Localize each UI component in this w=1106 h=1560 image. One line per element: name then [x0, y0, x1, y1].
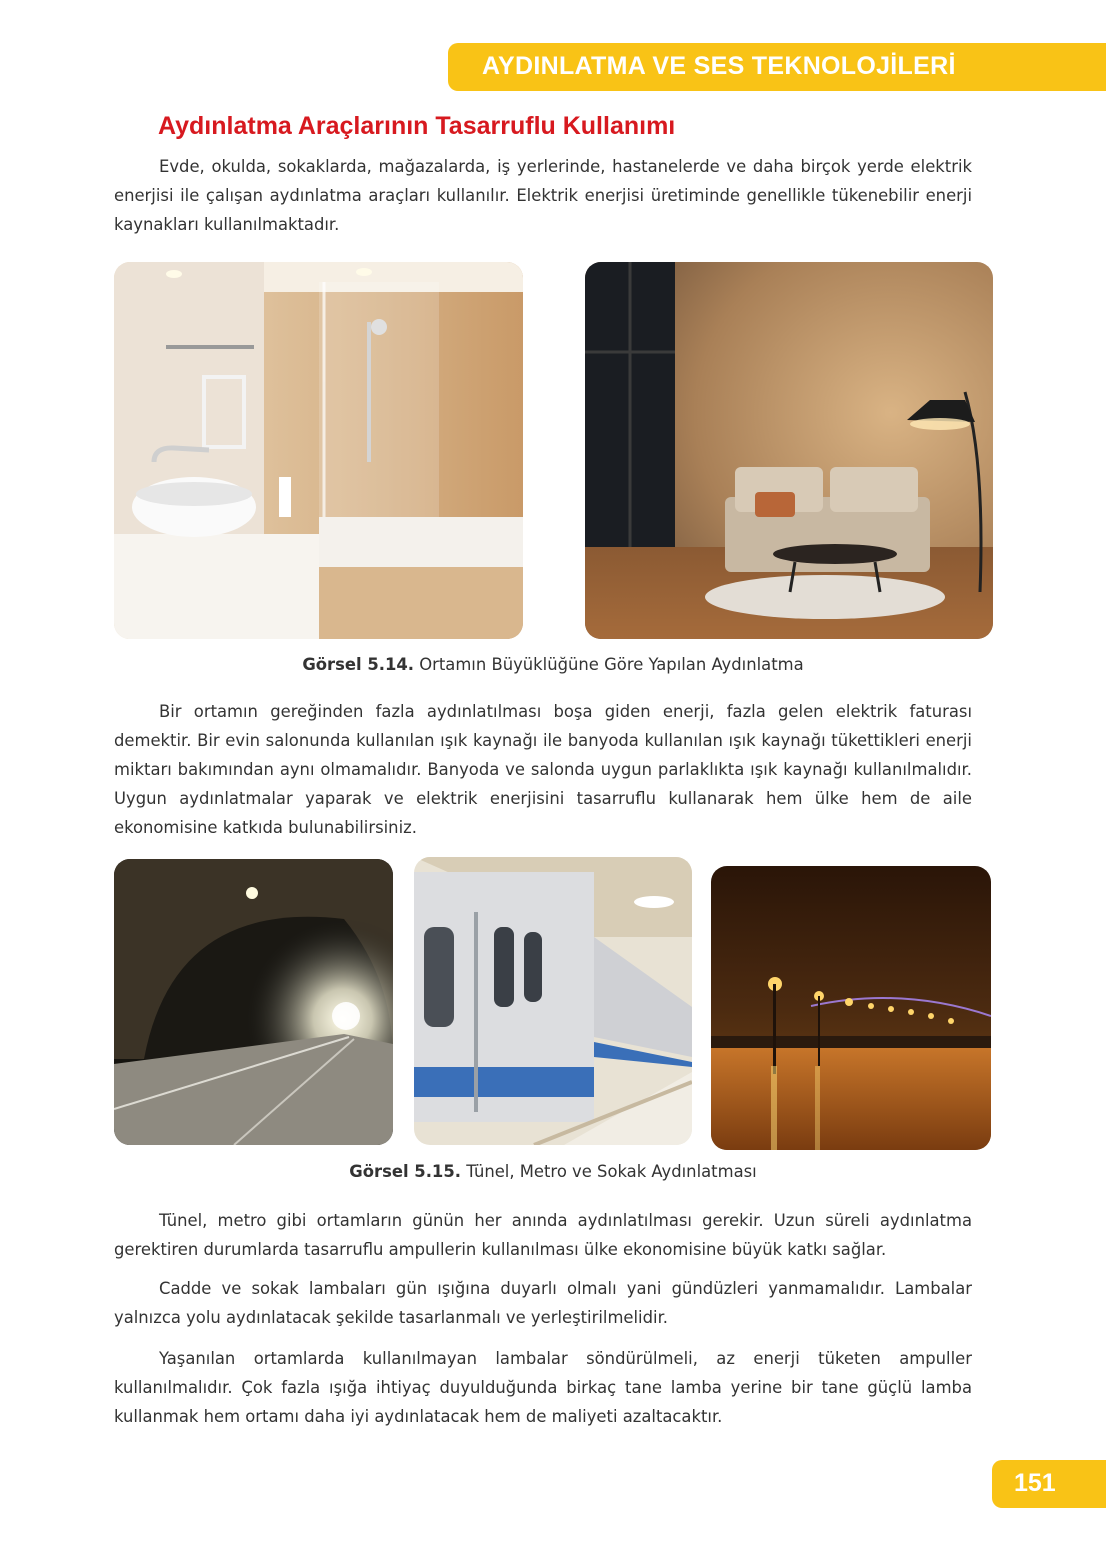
paragraph-intro: Evde, okulda, sokaklarda, mağazalarda, iş yerlerinde, hastanelerde ve daha birçok yerde elektrik enerjisi ile çalışan aydınlatma araçları kullanılır. Elektrik enerjisi üretiminde genellikle tükenebilir enerji kaynakları kullanılmaktadır.: [114, 157, 972, 234]
paragraph-tunnel-metro: Tünel, metro gibi ortamların günün her anında aydınlatılması gerekir. Uzun süreli aydınlatma gerektiren durumlarda tasarruflu ampullerin kullanılması ülke ekonomisine büyük katkı sağlar.: [114, 1211, 972, 1259]
paragraph-saving-tips: Yaşanılan ortamlarda kullanılmayan lambalar söndürülmeli, az enerji tüketen ampuller kullanılmalıdır. Çok fazla ışığa ihtiyaç duyulduğunda birkaç tane lamba yerine bir tane güçlü lamba kullanmak hem ortamı daha iyi aydınlatacak hem de maliyeti azaltacaktır.: [114, 1349, 972, 1426]
figure-label: Görsel 5.14.: [302, 655, 415, 674]
figure-caption-5-14: [0, 655, 1106, 674]
section-title: Aydınlatma Araçlarının Tasarruflu Kullanımı: [158, 112, 676, 140]
figure-text: Tünel, Metro ve Sokak Aydınlatması: [466, 1162, 757, 1181]
tunnel-photo: [114, 859, 393, 1145]
page-number: 151: [1014, 1469, 1056, 1497]
chapter-title: AYDINLATMA VE SES TEKNOLOJİLERİ: [482, 52, 956, 80]
chapter-banner: [448, 43, 1106, 91]
bathroom-photo: [114, 262, 523, 639]
figure-text: Ortamın Büyüklüğüne Göre Yapılan Aydınlatma: [419, 655, 804, 674]
paragraph-lighting-energy: Bir ortamın gereğinden fazla aydınlatılması boşa giden enerji, fazla gelen elektrik faturası demektir. Bir evin salonunda kullanılan ışık kaynağı ile banyoda kullanılan ışık kaynağı tükettikleri enerji miktarı bakımından aynı olmamalıdır. Banyoda ve salonda uygun parlaklıkta ışık kaynağı kullanılmalıdır. Uygun aydınlatmalar yaparak ve elektrik enerjisini tasarruflu kullanarak hem ülke hem de aile ekonomisine katkıda bulunabilirsiniz.: [114, 702, 972, 837]
paragraph-street-lamps: Cadde ve sokak lambaları gün ışığına duyarlı olmalı yani gündüzleri yanmamalıdır. Lambalar yalnızca yolu aydınlatacak şekilde tasarlanmalı ve yerleştirilmelidir.: [114, 1279, 972, 1327]
figure-caption-5-15: [0, 1162, 1106, 1181]
living-room-photo: [585, 262, 993, 639]
metro-photo: [414, 857, 692, 1145]
street-lights-photo: [711, 866, 991, 1150]
figure-label: Görsel 5.15.: [349, 1162, 461, 1181]
page-number-badge: [992, 1460, 1106, 1508]
